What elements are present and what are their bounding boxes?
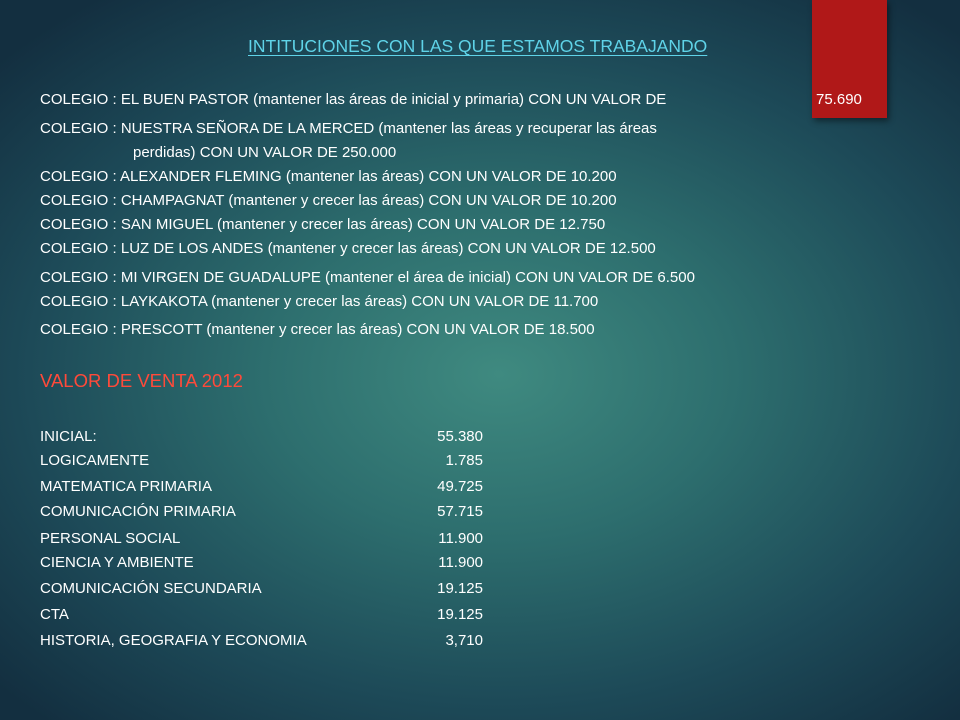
table-row xyxy=(40,425,500,449)
colegio-line: COLEGIO : MI VIRGEN DE GUADALUPE (mantener el área de inicial) CON UN VALOR DE 6.500 xyxy=(40,269,695,286)
row-value: 19.125 xyxy=(437,580,483,597)
table-row xyxy=(40,527,500,551)
row-value: 11.900 xyxy=(438,554,483,571)
row-label: MATEMATICA PRIMARIA xyxy=(40,478,212,495)
row-value: 1.785 xyxy=(445,452,483,469)
highlight-value: 75.690 xyxy=(816,91,862,108)
section-title: VALOR DE VENTA 2012 xyxy=(40,370,243,391)
row-label: INICIAL: xyxy=(40,428,97,445)
row-value: 49.725 xyxy=(437,478,483,495)
row-value: 19.125 xyxy=(437,606,483,623)
colegio-line-continued: perdidas) CON UN VALOR DE 250.000 xyxy=(133,144,397,161)
table-row xyxy=(40,629,500,653)
table-row xyxy=(40,500,500,524)
row-label: CIENCIA Y AMBIENTE xyxy=(40,554,194,571)
colegio-line: COLEGIO : LUZ DE LOS ANDES (mantener y crecer las áreas) CON UN VALOR DE 12.500 xyxy=(40,240,656,257)
page-title: INTITUCIONES CON LAS QUE ESTAMOS TRABAJANDO xyxy=(248,36,708,56)
row-label: PERSONAL SOCIAL xyxy=(40,530,181,547)
colegio-line: COLEGIO : ALEXANDER FLEMING (mantener las áreas) CON UN VALOR DE 10.200 xyxy=(40,168,617,185)
table-row xyxy=(40,551,500,575)
table-row xyxy=(40,603,500,627)
row-value: 55.380 xyxy=(437,428,483,445)
row-value: 11.900 xyxy=(438,530,483,547)
row-label: HISTORIA, GEOGRAFIA Y ECONOMIA xyxy=(40,632,307,649)
table-row xyxy=(40,449,500,473)
colegio-line: COLEGIO : EL BUEN PASTOR (mantener las áreas de inicial y primaria) CON UN VALOR DE xyxy=(40,91,667,108)
row-label: COMUNICACIÓN SECUNDARIA xyxy=(40,580,262,597)
row-value: 3,710 xyxy=(445,632,483,649)
colegio-line: COLEGIO : CHAMPAGNAT (mantener y crecer las áreas) CON UN VALOR DE 10.200 xyxy=(40,192,617,209)
row-label: LOGICAMENTE xyxy=(40,452,150,469)
row-value: 57.715 xyxy=(437,503,483,520)
row-label: COMUNICACIÓN PRIMARIA xyxy=(40,503,236,520)
table-row xyxy=(40,577,500,601)
colegio-line: COLEGIO : PRESCOTT (mantener y crecer las áreas) CON UN VALOR DE 18.500 xyxy=(40,321,595,338)
table-row xyxy=(40,475,500,499)
colegio-line: COLEGIO : SAN MIGUEL (mantener y crecer las áreas) CON UN VALOR DE 12.750 xyxy=(40,216,606,233)
row-label: CTA xyxy=(40,606,69,623)
colegio-line: COLEGIO : NUESTRA SEÑORA DE LA MERCED (mantener las áreas y recuperar las áreas xyxy=(40,120,657,137)
colegio-line: COLEGIO : LAYKAKOTA (mantener y crecer las áreas) CON UN VALOR DE 11.700 xyxy=(40,293,599,310)
